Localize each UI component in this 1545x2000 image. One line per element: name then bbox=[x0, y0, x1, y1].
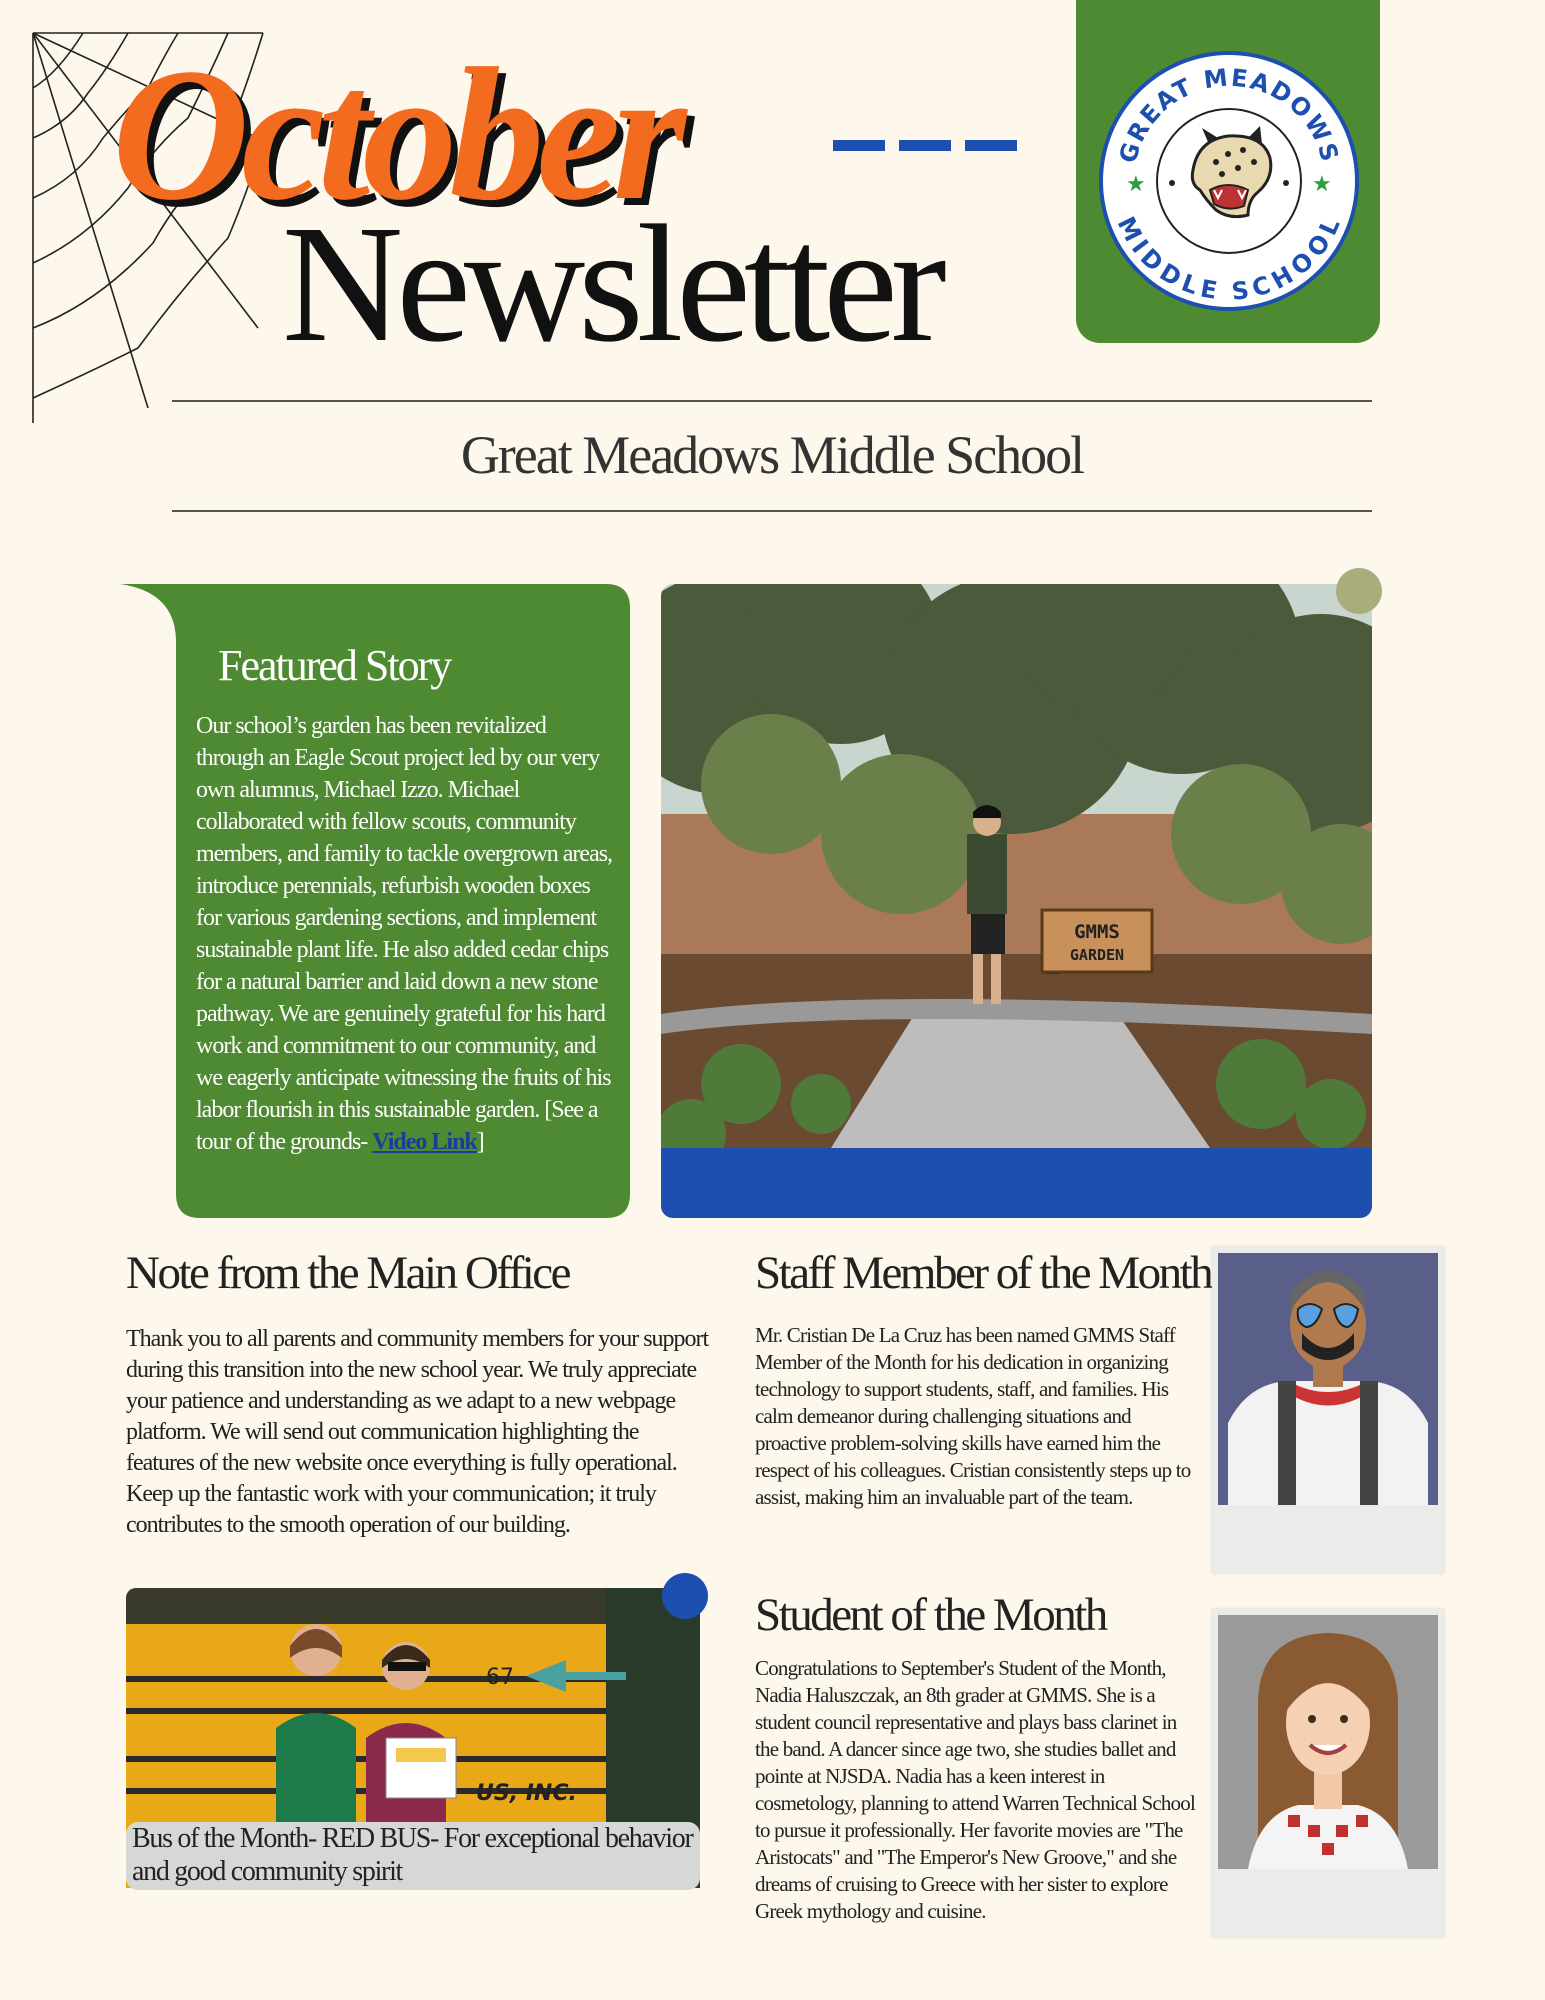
featured-story-text: Our school’s garden has been revitalized through an Eagle Scout project led by our very own alumnus, Michael Izzo. Michael collaborated with fellow scouts, community members, and family to tackle overgrown areas, introduce perennials, refurbish wooden boxes for various gardening sections, and implement sustainable plant life. He also added cedar chips for a natural barrier and laid down a new stone pathway. We are genuinely grateful for his hard work and commitment to our community, and we eagerly anticipate witnessing the fruits of his labor flourish in this sustainable garden. bbox=[196, 713, 613, 1123]
svg-text:★: ★ bbox=[1312, 172, 1332, 197]
staff-photo bbox=[1218, 1253, 1438, 1505]
featured-story-body bbox=[196, 710, 614, 1158]
garden-photo bbox=[661, 584, 1372, 1218]
student-photo-frame bbox=[1212, 1609, 1444, 1937]
title-dash bbox=[833, 140, 885, 151]
school-logo bbox=[1098, 50, 1360, 312]
logo-top-text: GREAT MEADOWS bbox=[1113, 63, 1345, 167]
bus-number: 67 bbox=[486, 1665, 514, 1690]
garden-sign-line2: GARDEN bbox=[1069, 946, 1125, 964]
student-title: Student of the Month bbox=[755, 1589, 1106, 1641]
title-dash bbox=[899, 140, 951, 151]
staff-photo-frame bbox=[1212, 1247, 1444, 1573]
featured-story-title: Featured Story bbox=[218, 641, 451, 690]
decorative-dot bbox=[662, 1573, 708, 1619]
bus-lettering: US, INC. bbox=[476, 1781, 577, 1806]
title-october: October bbox=[112, 30, 679, 240]
main-office-body: Thank you to all parents and community members for your support during this transition into the new school year. We truly appreciate your patience and understanding as we adapt to a new webpage platform. We will send out communication highlighting the features of the new website once everything is fully operational. Keep up the fantastic work with your communication; it truly contributes to the smooth operation of our building. bbox=[126, 1326, 709, 1538]
decorative-dot bbox=[1336, 568, 1382, 614]
title-newsletter: Newsletter bbox=[282, 191, 940, 377]
garden-sign-line1: GMMS bbox=[1074, 921, 1120, 943]
video-link[interactable]: Video Link bbox=[372, 1129, 477, 1155]
student-photo bbox=[1218, 1615, 1438, 1869]
main-office-title: Note from the Main Office bbox=[126, 1247, 570, 1299]
school-name: Great Meadows Middle School bbox=[460, 425, 1084, 485]
featured-link-prefix: [See a tour of the grounds- bbox=[196, 1097, 598, 1155]
title-dash bbox=[965, 140, 1017, 151]
featured-link-suffix: ] bbox=[476, 1129, 484, 1155]
svg-text:★: ★ bbox=[1126, 172, 1146, 197]
student-body: Congratulations to September's Student of the Month, Nadia Haluszczak, an 8th grader at GMMS. She is a student council representative and plays bass clarinet in the band. A dancer since age two, she studies ballet and pointe at NJSDA. Nadia has a keen interest in cosmetology, planning to attend Warren Technical School to pursue it professionally. Her favorite movies are "The Aristocats" and "The Emperor's New Groove," and she dreams of cruising to Greece with her sister to explore Greek mythology and cuisine. bbox=[755, 1656, 1195, 1923]
header-divider bbox=[172, 510, 1372, 512]
logo-bottom-text: MIDDLE SCHOOL bbox=[1111, 212, 1347, 306]
staff-title: Staff Member of the Month bbox=[755, 1247, 1212, 1299]
staff-body: Mr. Cristian De La Cruz has been named GMMS Staff Member of the Month for his dedication in organizing technology to support students, staff, and families. His calm demeanor during challenging situations and proactive problem-solving skills have earned him the respect of his colleagues. Cristian consistently steps up to assist, making him an invaluable part of the team. bbox=[755, 1323, 1191, 1509]
bus-caption: Bus of the Month- RED BUS- For exceptional behavior and good community spirit bbox=[126, 1822, 700, 1890]
header-divider bbox=[172, 400, 1372, 402]
